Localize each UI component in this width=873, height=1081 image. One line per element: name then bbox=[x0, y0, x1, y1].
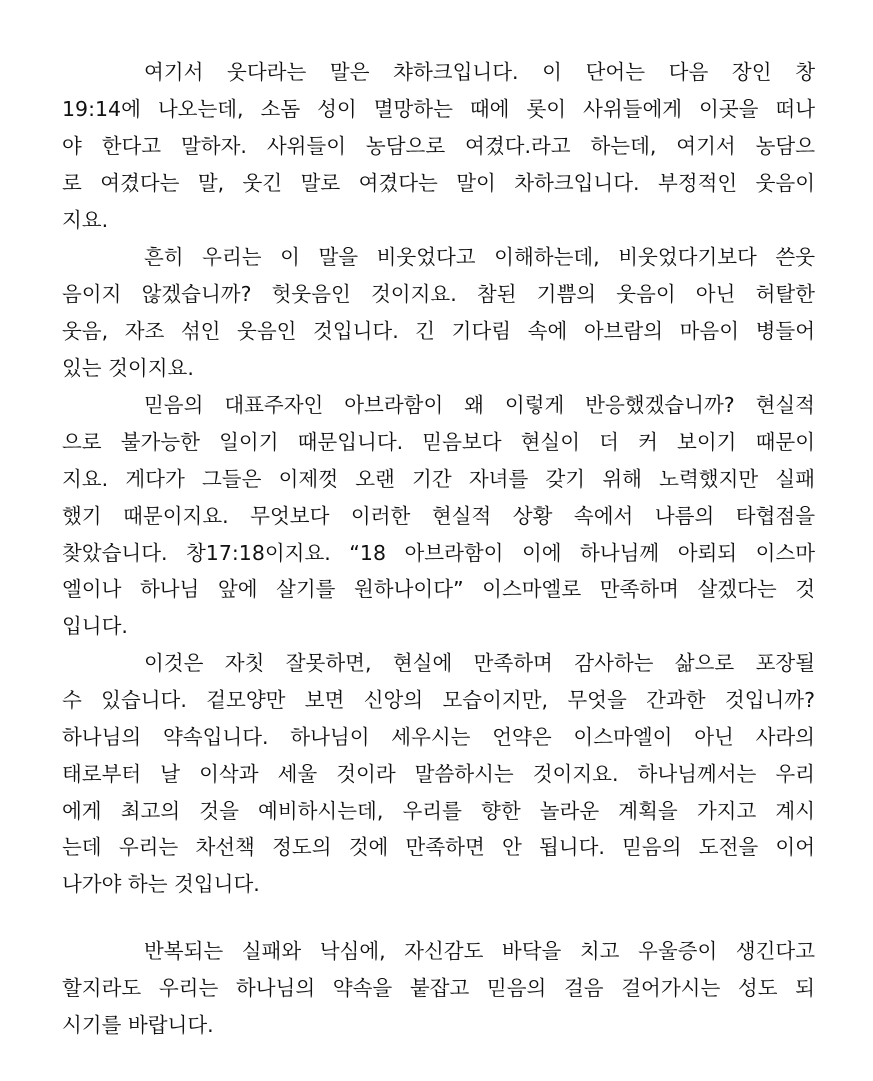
paragraph-laughter-meaning bbox=[62, 54, 815, 238]
text-line: 에게 최고의 것을 예비하시는데, 우리를 향한 놀라운 계획을 가지고 계시 bbox=[62, 798, 815, 823]
paragraph-closing-blessing bbox=[62, 933, 815, 1044]
paragraph-bitter-laugh bbox=[62, 239, 815, 387]
text-line: 태로부터 날 이삭과 세울 것이라 말씀하시는 것이지요. 하나님께서는 우리 bbox=[62, 761, 815, 786]
text-line: 흔히 우리는 이 말을 비웃었다고 이해하는데, 비웃었다기보다 쓴웃 bbox=[144, 245, 815, 269]
text-line: 으로 불가능한 일이기 때문입니다. 믿음보다 현실이 더 커 보이기 때문이 bbox=[62, 429, 815, 454]
text-line: 하나님의 약속입니다. 하나님이 세우시는 언약은 이스마엘이 아닌 사라의 bbox=[62, 724, 815, 749]
text-line: 찾았습니다. 창17:18이지요. “18 아브라함이 이에 하나님께 아뢰되 이스마 bbox=[62, 540, 815, 565]
text-line: 할지라도 우리는 하나님의 약속을 붙잡고 믿음의 걸음 걸어가시는 성도 되 bbox=[62, 975, 815, 1000]
text-line: 음이지 않겠습니까? 헛웃음인 것이지요. 참된 기쁨의 웃음이 아닌 허탈한 bbox=[62, 281, 815, 306]
text-line: 야 한다고 말하자. 사위들이 농담으로 여겼다.라고 하는데, 여기서 농담으 bbox=[62, 133, 815, 158]
text-line: 반복되는 실패와 낙심에, 자신감도 바닥을 치고 우울증이 생긴다고 bbox=[144, 939, 815, 963]
text-line: 했기 때문이지요. 무엇보다 이러한 현실적 상황 속에서 나름의 타협점을 bbox=[62, 503, 815, 528]
text-line: 믿음의 대표주자인 아브라함이 왜 이렇게 반응했겠습니까? 현실적 bbox=[144, 393, 815, 417]
text-line: 엘이나 하나님 앞에 살기를 원하나이다” 이스마엘로 만족하며 살겠다는 것 bbox=[62, 577, 815, 602]
text-line: 수 있습니다. 겉모양만 보면 신앙의 모습이지만, 무엇을 간과한 것입니까? bbox=[62, 687, 815, 712]
text-line: 있는 것이지요. bbox=[62, 355, 194, 380]
text-line: 는데 우리는 차선책 정도의 것에 만족하면 안 됩니다. 믿음의 도전을 이어 bbox=[62, 835, 815, 860]
text-line: 로 여겼다는 말, 웃긴 말로 여겼다는 말이 차하크입니다. 부정적인 웃음이 bbox=[62, 170, 815, 195]
paragraph-gods-promise bbox=[62, 645, 815, 903]
text-line: 입니다. bbox=[62, 614, 128, 639]
text-line: 19:14에 나오는데, 소돔 성이 멸망하는 때에 롯이 사위들에게 이곳을 떠나 bbox=[62, 96, 815, 121]
text-line: 웃음, 자조 섞인 웃음인 것입니다. 긴 기다림 속에 아브람의 마음이 병들어 bbox=[62, 318, 815, 343]
text-line: 시기를 바랍니다. bbox=[62, 1012, 214, 1037]
text-line: 지요. bbox=[62, 207, 109, 232]
text-line: 지요. 게다가 그들은 이제껏 오랜 기간 자녀를 갖기 위해 노력했지만 실패 bbox=[62, 466, 815, 491]
text-line: 이것은 자칫 잘못하면, 현실에 만족하며 감사하는 삶으로 포장될 bbox=[144, 651, 815, 675]
text-line: 나가야 하는 것입니다. bbox=[62, 872, 260, 897]
paragraph-abraham-reaction bbox=[62, 387, 815, 645]
text-line: 여기서 웃다라는 말은 챠하크입니다. 이 단어는 다음 장인 창 bbox=[144, 60, 815, 84]
